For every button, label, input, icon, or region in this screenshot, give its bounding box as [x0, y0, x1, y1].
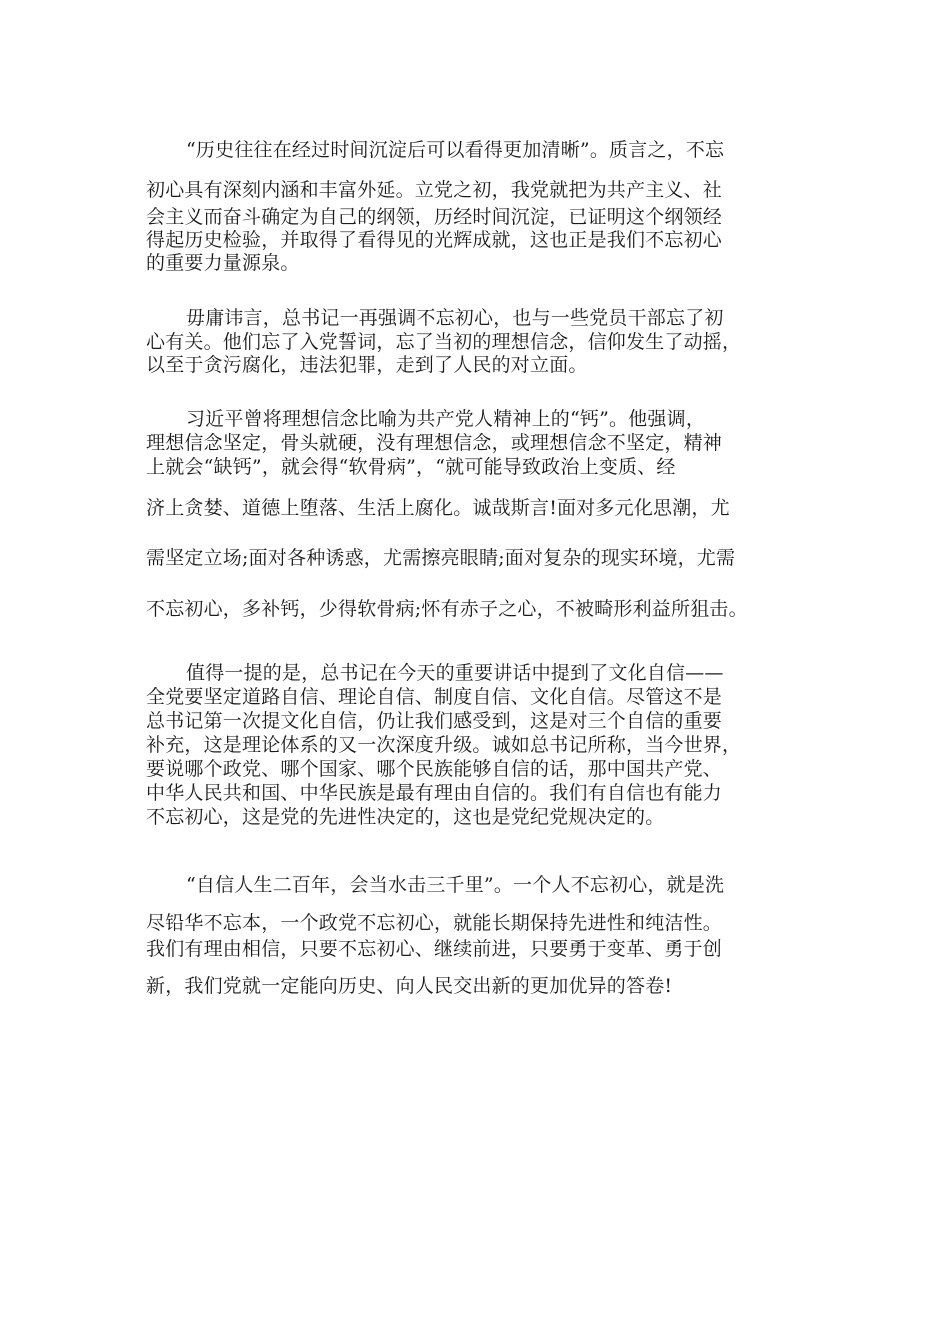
paragraph-line: 不忘初心，这是党的先进性决定的，这也是党纪党规决定的。: [146, 806, 665, 828]
paragraph-line: 总书记第一次提文化自信，仍让我们感受到，这是对三个自信的重要: [146, 710, 723, 732]
paragraph-line: 上就会“缺钙”，就会得“软骨病”，“就可能导致政治上变质、经: [146, 456, 676, 478]
paragraph-line: 需坚定立场;面对各种诱惑，尤需擦亮眼睛;面对复杂的现实环境，尤需: [146, 547, 736, 569]
paragraph-line: 习近平曾将理想信念比喻为共产党人精神上的“钙”。他强调，: [186, 408, 706, 430]
paragraph-line: 毋庸讳言，总书记一再强调不忘初心，也与一些党员干部忘了初: [186, 307, 724, 329]
paragraph-line: “历史往往在经过时间沉淀后可以看得更加清晰”。质言之，不忘: [186, 139, 725, 161]
paragraph-line: 要说哪个政党、哪个国家、哪个民族能够自信的话，那中国共产党、: [146, 758, 723, 780]
paragraph-line: 新，我们党就一定能向历史、向人民交出新的更加优异的答卷!: [146, 975, 673, 997]
paragraph-line: 济上贪婪、道德上堕落、生活上腐化。诚哉斯言!面对多元化思潮，尤: [146, 497, 730, 519]
paragraph-line: 值得一提的是，总书记在今天的重要讲话中提到了文化自信——: [186, 662, 724, 684]
paragraph-line: 会主义而奋斗确定为自己的纲领，历经时间沉淀，已证明这个纲领经: [146, 206, 723, 228]
paragraph-line: 以至于贪污腐化，违法犯罪，走到了人民的对立面。: [146, 354, 588, 376]
paragraph-line: 中华人民共和国、中华民族是最有理由自信的。我们有自信也有能力: [146, 782, 723, 804]
paragraph-line: 的重要力量源泉。: [146, 252, 300, 274]
paragraph-line: “自信人生二百年，会当水击三千里”。一个人不忘初心，就是洗: [186, 874, 725, 896]
paragraph-line: 全党要坚定道路自信、理论自信、制度自信、文化自信。尽管这不是: [146, 686, 723, 708]
paragraph-line: 补充，这是理论体系的又一次深度升级。诚如总书记所称，当今世界，: [146, 734, 742, 756]
paragraph-line: 心有关。他们忘了入党誓词，忘了当初的理想信念，信仰发生了动摇，: [146, 331, 742, 353]
paragraph-line: 初心具有深刻内涵和丰富外延。立党之初，我党就把为共产主义、社: [146, 179, 723, 201]
paragraph-line: 得起历史检验，并取得了看得见的光辉成就，这也正是我们不忘初心: [146, 229, 723, 251]
paragraph-line: 我们有理由相信，只要不忘初心、继续前进，只要勇于变革、勇于创: [146, 938, 723, 960]
paragraph-line: 理想信念坚定，骨头就硬，没有理想信念，或理想信念不坚定，精神: [146, 432, 723, 454]
paragraph-line: 尽铅华不忘本，一个政党不忘初心，就能长期保持先进性和纯洁性。: [146, 912, 723, 934]
paragraph-line: 不忘初心，多补钙，少得软骨病;怀有赤子之心，不被畸形利益所狙击。: [146, 598, 748, 620]
